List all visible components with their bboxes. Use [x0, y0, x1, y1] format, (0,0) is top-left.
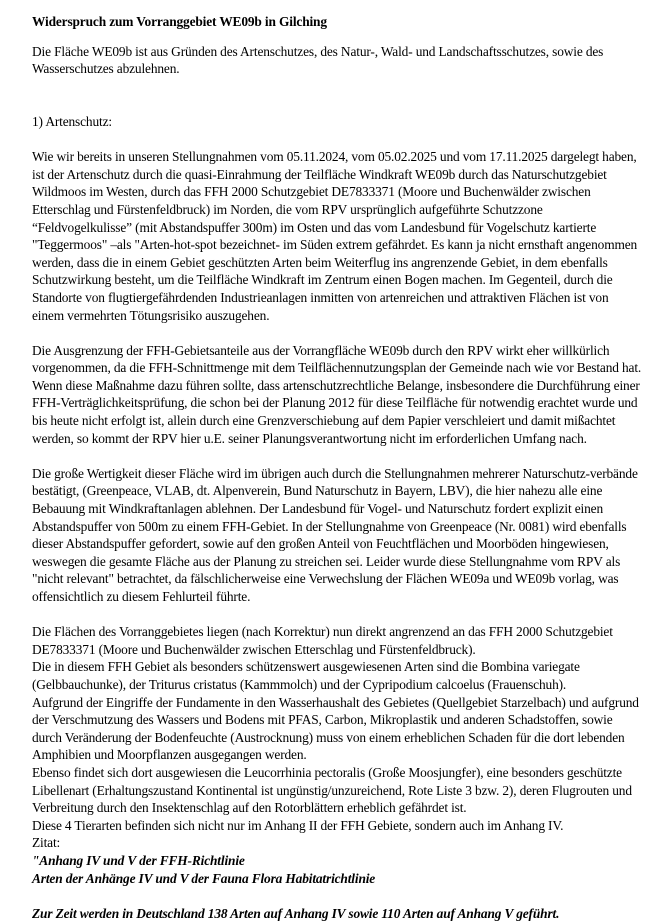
- intro-paragraph: Die Fläche WE09b ist aus Gründen des Artenschutzes, des Natur-, Wald- und Landschaftsschutzes, sowie des Wasserschutzes abzulehnen.: [32, 43, 604, 77]
- quote-text-1: Anhang IV und V der FFH-Richtlinie: [39, 852, 245, 868]
- quote-mark: ": [32, 852, 40, 868]
- paragraph-anhang: Diese 4 Tierarten befinden sich nicht nur im Anhang II der FFH Gebiete, sondern auch im Anhang IV.: [32, 817, 564, 833]
- paragraph-zitat: Zitat:: [32, 835, 61, 851]
- paragraph-massnahme: Wenn diese Maßnahme dazu führen sollte, dass artenschutzrechtliche Belange, insbesondere die Durchführung einer FFH-Verträglichkeitsprüfung, die schon bei der Planung 2012 für diese Teilfläche für notwendig erachtet wurde und bis heute nicht erfolgt ist, allein durch eine Grenzverschiebung auf dem Papier verschleiert und damit mißachtet werden, so kommt der RPV hier u.E. seiner Planungsverantwortung nicht im erforderlichen Umfang nach.: [32, 377, 640, 446]
- quote-line-1: [32, 852, 642, 870]
- paragraph-eingriffe: Aufgrund der Eingriffe der Fundamente in den Wasserhaushalt des Gebietes (Quellgebiet Starzelbach) und aufgrund der Verschmutzung des Wassers und Bodens mit PFAS, Carbon, Mikroplastik und anderen Schadstoffen, sowie durch Veränderung der Bodenfeuchte (Austrocknung) muss von einem erheblichen Schaden für die dort lebenden Amphibien und Moorpflanzen ausgegangen werden.: [32, 694, 639, 763]
- quote-line-3: Zur Zeit werden in Deutschland 138 Arten auf Anhang IV sowie 110 Arten auf Anhang V geführt.: [32, 905, 560, 921]
- document-title: Widerspruch zum Vorranggebiet WE09b in Gilching: [32, 14, 327, 29]
- paragraph-libelle: Ebenso findet sich dort ausgewiesen die Leucorrhinia pectoralis (Große Moosjungfer), eine besonders geschützte Libellenart (Erhaltungszustand Kontinental ist ungünstig/unzureichend, Rote Liste 3 bzw. 2), deren Flugrouten und Verbreitung durch den Insektenschlag auf den Rotorblättern erheblich gefährdet ist.: [32, 764, 632, 816]
- paragraph-wertigkeit: Die große Wertigkeit dieser Fläche wird im übrigen auch durch die Stellungnahmen mehrerer Naturschutz-verbände bestätigt, (Greenpeace, VLAB, dt. Alpenverein, Bund Naturschutz in Bayern, LBV), die hier nahezu alle eine Bebauung mit Windkraftanlagen ablehnen. Der Landesbund für Vogel- und Naturschutz fordert explizit einen Abstandspuffer von 500m zu einem FFH-Gebiet. In der Stellungnahme von Greenpeace (Nr. 0081) wird ebenfalls dieser Abstandspuffer gefordert, sowie auf den großen Anteil von Feuchtflächen und Moorböden hingewiesen, weswegen die gesamte Fläche aus der Planung zu streichen sei. Leider wurde diese Stellungnahme vom RPV als "nicht relevant" betrachtet, da fälschlicherweise eine Verwechslung der Flächen WE09a und WE09b vorlag, was offensichtlich zu diesem Fehlurteil führte.: [32, 465, 638, 604]
- document-body: [32, 13, 642, 922]
- paragraph-ausgrenzung: Die Ausgrenzung der FFH-Gebietsanteile aus der Vorrangfläche WE09b durch den RPV wirkt eher willkürlich vorgenommen, da die FFH-Schnittmenge mit dem Teilflächennutzungsplan der Gemeinde nach wie vor Bestand hat.: [32, 342, 642, 376]
- section-heading: 1) Artenschutz:: [32, 113, 112, 129]
- paragraph-arten: Die in diesem FFH Gebiet als besonders schützenswert ausgewiesenen Arten sind die Bombina variegate (Gelbbauchunke), der Triturus cristatus (Kammmolch) und der Cypripodium calcoelus (Frauenschuh).: [32, 659, 580, 692]
- quote-line-2: Arten der Anhänge IV und V der Fauna Flora Habitatrichtlinie: [32, 870, 376, 886]
- paragraph-flaechen: Die Flächen des Vorranggebietes liegen (nach Korrektur) nun direkt angrenzend an das FFH 2000 Schutzgebiet DE7833371 (Moore und Buchenwälder zwischen Etterschlag und Fürstenfeldbruck).: [32, 624, 613, 657]
- paragraph-artenschutz: Wie wir bereits in unseren Stellungnahmen vom 05.11.2024, vom 05.02.2025 und vom 17.11.2025 dargelegt haben, ist der Artenschutz durch die quasi-Einrahmung der Teilfläche Windkraft WE09b durch das Naturschutzgebiet Wildmoos im Westen, durch das FFH 2000 Schutzgebiet DE7833371 (Moore und Buchenwälder zwischen Etterschlag und Fürstenfeldbruck) im Norden, die vom RPV ursprünglich aufgeführte Schutzzone “Feldvogelkulisse” (mit Abstandspuffer 300m) im Osten und das vom Landesbund für Vogelschutz kartierte "Teggermoos" –als "Arten-hot-spot bezeichnet- im Süden extrem gefährdet. Es kann ja nicht ernsthaft angenommen werden, dass die in einem Gebiet geschützten Arten beim Weiterflug ins angrenzende Gebiet, in dem ebenfalls Schutzwirkung besteht, um die Teilfläche Windkraft im Zentrum einen Bogen machen. Im Gegenteil, durch die Standorte von flugtiergefährdenden Industrieanlagen inmitten von artenreichen und attraktiven Flächen ist von einem vermehrten Tötungsrisiko auszugehen.: [32, 149, 638, 323]
